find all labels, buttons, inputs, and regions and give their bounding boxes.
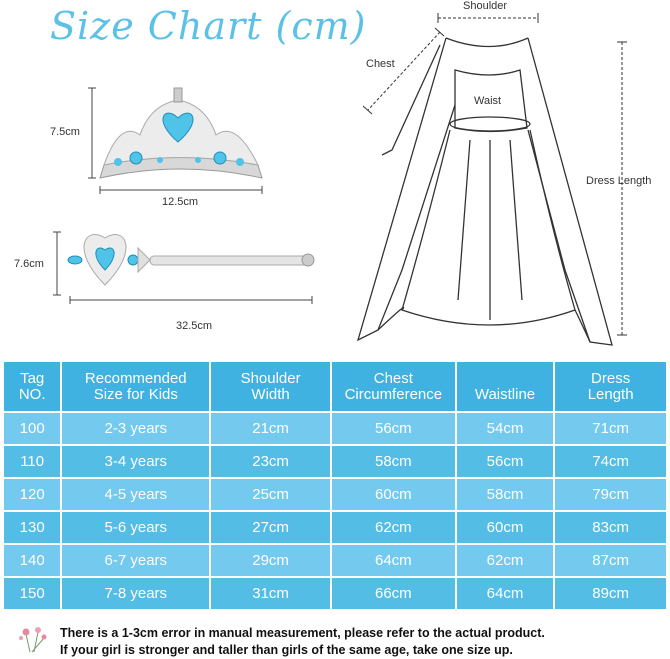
cell-chest: 64cm — [332, 545, 455, 576]
crown-width-label: 12.5cm — [162, 196, 199, 208]
shoulder-label: Shoulder — [463, 0, 508, 12]
wand-length-dimension — [70, 296, 312, 304]
cell-shoulder: 25cm — [211, 479, 330, 510]
cell-shoulder: 27cm — [211, 512, 330, 543]
cell-shoulder: 31cm — [211, 578, 330, 609]
cell-waist: 56cm — [457, 446, 554, 477]
cell-shoulder: 21cm — [211, 413, 330, 444]
cell-tag: 140 — [4, 545, 60, 576]
cell-length: 87cm — [555, 545, 666, 576]
cell-waist: 54cm — [457, 413, 554, 444]
table-row — [4, 446, 666, 477]
cell-chest: 62cm — [332, 512, 455, 543]
chest-dimension — [363, 28, 444, 114]
table-row — [4, 578, 666, 609]
crown-width-dimension — [100, 186, 262, 194]
tiara-illustration — [100, 88, 262, 178]
cell-age: 2-3 years — [62, 413, 209, 444]
cell-length: 89cm — [555, 578, 666, 609]
cell-length: 71cm — [555, 413, 666, 444]
chest-label: Chest — [366, 58, 395, 70]
flower-icon — [16, 624, 50, 654]
header-dress-length: Dress Length — [555, 362, 666, 411]
cell-length: 74cm — [555, 446, 666, 477]
wand-length-label: 32.5cm — [176, 320, 213, 332]
table-row — [4, 545, 666, 576]
measurement-note — [60, 625, 545, 659]
table-row — [4, 479, 666, 510]
cell-age: 4-5 years — [62, 479, 209, 510]
cell-length: 83cm — [555, 512, 666, 543]
crown-height-label: 7.5cm — [50, 126, 80, 138]
note-line-1: There is a 1-3cm error in manual measurement, please refer to the actual product. — [60, 626, 545, 640]
cell-shoulder: 23cm — [211, 446, 330, 477]
cell-age: 6-7 years — [62, 545, 209, 576]
dress-length-dimension — [617, 42, 627, 335]
table-row — [4, 512, 666, 543]
cell-waist: 58cm — [457, 479, 554, 510]
cell-age: 3-4 years — [62, 446, 209, 477]
header-recommended-size: Recommended Size for Kids — [62, 362, 209, 411]
table-header-row — [4, 362, 666, 411]
cell-waist: 60cm — [457, 512, 554, 543]
header-shoulder-width: Shoulder Width — [211, 362, 330, 411]
header-chest-circumference: Chest Circumference — [332, 362, 455, 411]
page-title: Size Chart (cm) — [50, 4, 367, 48]
cell-chest: 60cm — [332, 479, 455, 510]
cell-age: 5-6 years — [62, 512, 209, 543]
note-line-2: If your girl is stronger and taller than girls of the same age, take one size up. — [60, 643, 513, 657]
cell-age: 7-8 years — [62, 578, 209, 609]
table-row — [4, 413, 666, 444]
header-tag: Tag NO. — [4, 362, 60, 411]
waist-label: Waist — [474, 95, 502, 107]
size-chart-table — [2, 360, 668, 611]
dress-length-label: Dress Length — [586, 175, 652, 187]
wand-illustration — [68, 235, 314, 285]
cell-length: 79cm — [555, 479, 666, 510]
cell-waist: 64cm — [457, 578, 554, 609]
cell-tag: 120 — [4, 479, 60, 510]
cell-tag: 130 — [4, 512, 60, 543]
cell-chest: 56cm — [332, 413, 455, 444]
cell-waist: 62cm — [457, 545, 554, 576]
cell-chest: 58cm — [332, 446, 455, 477]
shoulder-dimension — [438, 13, 538, 23]
dress-illustration — [358, 38, 612, 345]
cell-tag: 110 — [4, 446, 60, 477]
header-waistline: Waistline — [457, 362, 554, 411]
wand-height-label: 7.6cm — [14, 258, 44, 270]
cell-chest: 66cm — [332, 578, 455, 609]
crown-height-dimension — [88, 88, 96, 178]
wand-height-dimension — [53, 232, 61, 295]
cell-tag: 150 — [4, 578, 60, 609]
cell-shoulder: 29cm — [211, 545, 330, 576]
cell-tag: 100 — [4, 413, 60, 444]
